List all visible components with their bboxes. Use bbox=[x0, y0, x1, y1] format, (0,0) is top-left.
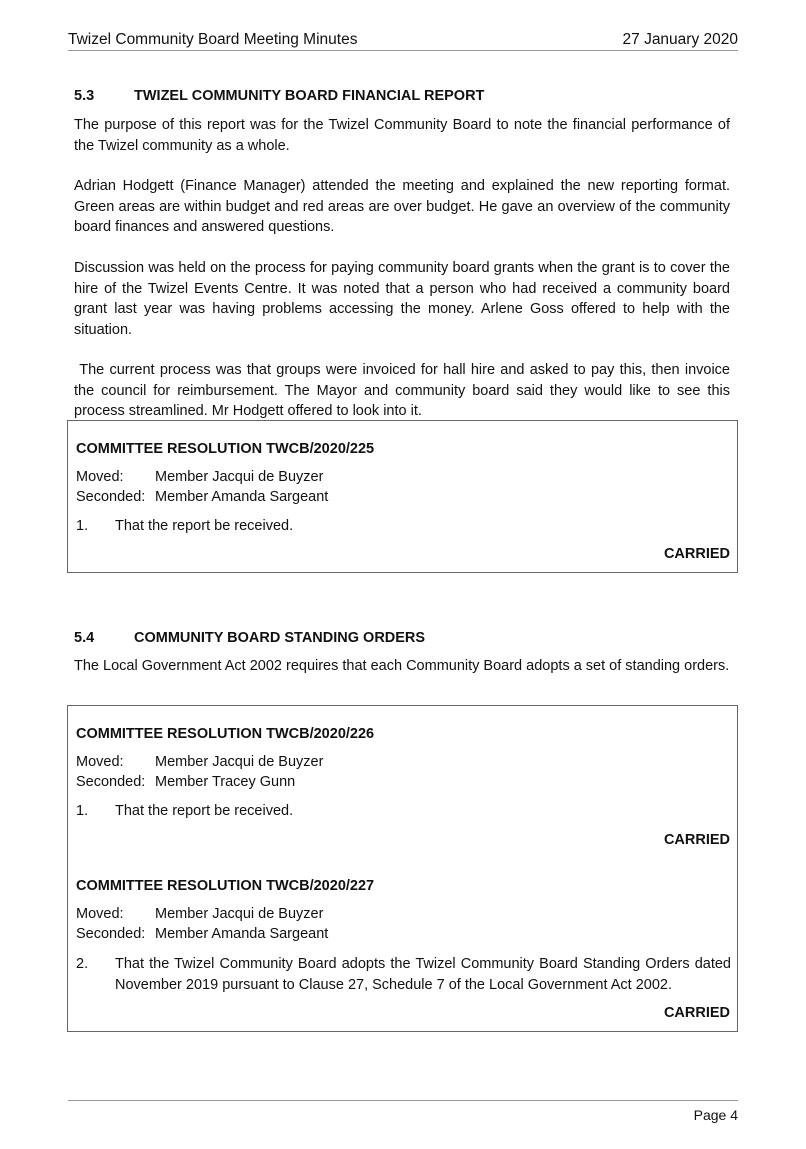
seconded-label: Seconded: bbox=[76, 926, 146, 942]
paragraph: The Local Government Act 2002 requires that each Community Board adopts a set of standing orders. bbox=[74, 658, 730, 674]
paragraph: Adrian Hodgett (Finance Manager) attended the meeting and explained the new reporting format. Green areas are within budget and red areas are over budget. He gave an overview of the community board finances and answered questions. bbox=[74, 178, 730, 235]
moved-line bbox=[76, 467, 323, 488]
paragraph: The current process was that groups were invoiced for hall hire and asked to pay this, then invoice the council for reimbursement. The Mayor and community board said they would like to see this process streamlined. Mr Hodgett offered to look into it. bbox=[74, 362, 735, 419]
meeting-date: 27 January 2020 bbox=[622, 31, 738, 48]
seconded-label: Seconded: bbox=[76, 489, 146, 505]
seconded-by: Member Tracey Gunn bbox=[155, 774, 296, 790]
paragraph: The purpose of this report was for the Twizel Community Board to note the financial performance of the Twizel community as a whole. bbox=[74, 117, 730, 154]
resolution-box bbox=[67, 420, 738, 573]
status-carried: CARRIED bbox=[663, 832, 730, 848]
resolution-title: COMMITTEE RESOLUTION TWCB/2020/225 bbox=[76, 441, 375, 457]
moved-label: Moved: bbox=[76, 906, 124, 922]
resolution-title: COMMITTEE RESOLUTION TWCB/2020/227 bbox=[76, 878, 375, 894]
paragraph: Discussion was held on the process for paying community board grants when the grant is to cover the hire of the Twizel Events Centre. It was noted that a person who had received a community board grant last year was having problems accessing the money. Arlene Goss offered to help with the situation. bbox=[74, 260, 730, 338]
resolution-item bbox=[76, 801, 731, 822]
document-title: Twizel Community Board Meeting Minutes bbox=[68, 31, 358, 48]
moved-by: Member Jacqui de Buyzer bbox=[155, 754, 324, 770]
seconded-label: Seconded: bbox=[76, 774, 146, 790]
item-text: That the Twizel Community Board adopts the Twizel Community Board Standing Orders dated November 2019 pursuant to Clause 27, Schedule 7 of the Local Government Act 2002. bbox=[115, 956, 731, 993]
moved-by: Member Jacqui de Buyzer bbox=[155, 469, 324, 485]
moved-line bbox=[76, 752, 323, 773]
resolution-item bbox=[76, 516, 731, 537]
seconded-line bbox=[76, 772, 295, 793]
section-title: COMMUNITY BOARD STANDING ORDERS bbox=[134, 630, 426, 646]
status-carried: CARRIED bbox=[663, 1005, 730, 1021]
item-text: That the report be received. bbox=[115, 518, 294, 534]
section-heading-5-3 bbox=[74, 86, 484, 107]
seconded-by: Member Amanda Sargeant bbox=[155, 926, 329, 942]
moved-by: Member Jacqui de Buyzer bbox=[155, 906, 324, 922]
item-number: 1. bbox=[76, 803, 89, 819]
section-number: 5.4 bbox=[74, 630, 95, 646]
section-heading-5-4 bbox=[74, 628, 425, 649]
seconded-by: Member Amanda Sargeant bbox=[155, 489, 329, 505]
moved-label: Moved: bbox=[76, 469, 124, 485]
item-number: 1. bbox=[76, 518, 89, 534]
page-footer bbox=[68, 1100, 738, 1123]
page-number: Page 4 bbox=[693, 1107, 738, 1123]
resolution-box bbox=[67, 705, 738, 1032]
moved-line bbox=[76, 904, 323, 925]
resolution-title: COMMITTEE RESOLUTION TWCB/2020/226 bbox=[76, 726, 375, 742]
section-title: TWIZEL COMMUNITY BOARD FINANCIAL REPORT bbox=[134, 88, 485, 104]
moved-label: Moved: bbox=[76, 754, 124, 770]
page-header bbox=[68, 28, 738, 51]
item-text: That the report be received. bbox=[115, 803, 294, 819]
status-carried: CARRIED bbox=[663, 546, 730, 562]
seconded-line bbox=[76, 924, 328, 945]
section-number: 5.3 bbox=[74, 88, 95, 104]
resolution-item bbox=[76, 954, 731, 995]
item-number: 2. bbox=[76, 956, 89, 972]
seconded-line bbox=[76, 487, 328, 508]
